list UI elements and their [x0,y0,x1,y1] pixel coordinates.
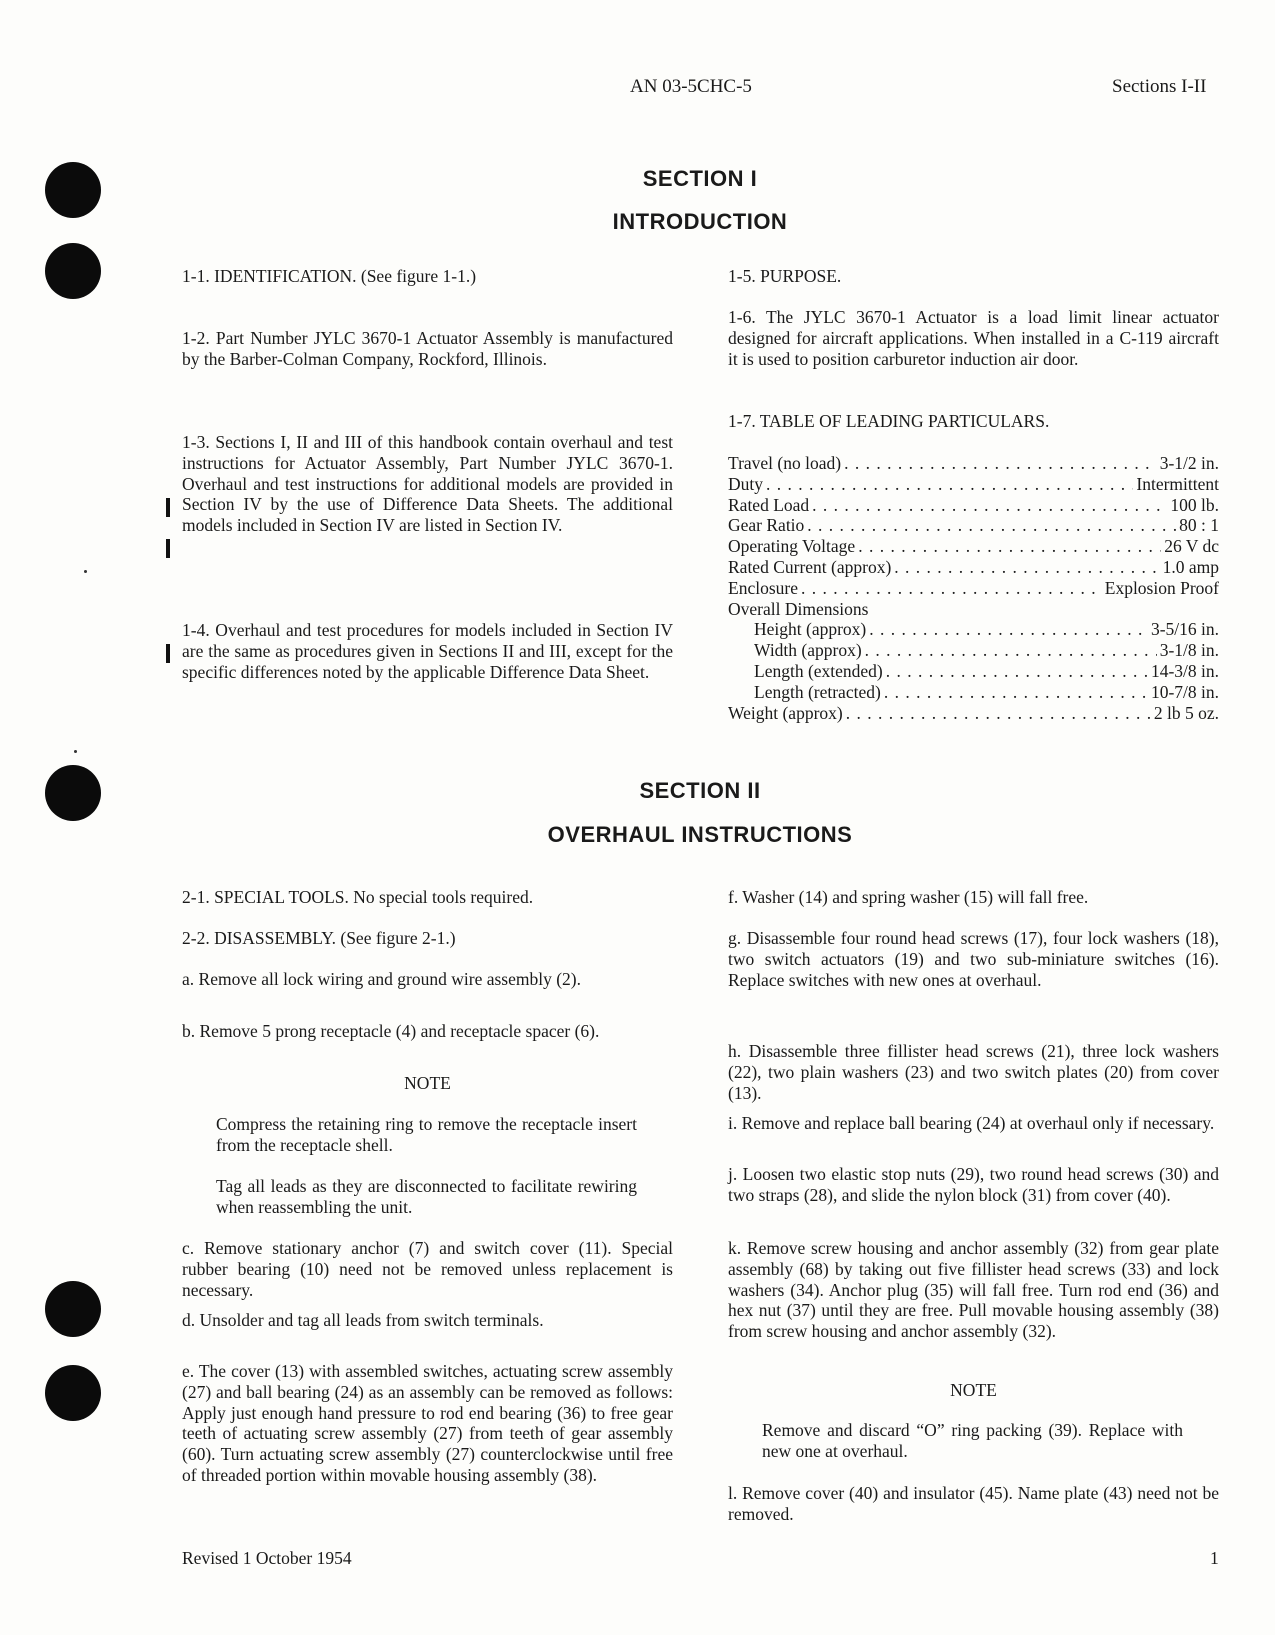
step-f: f. Washer (14) and spring washer (15) will fall free. [728,887,1089,907]
para-1-3: 1-3. Sections I, II and III of this handbook contain overhaul and test instructions for Actuator Assembly, Part Number JYLC 3670-1. Overhaul and test instructions for additional models are provided in Section IV by the use of Difference Data Sheets. The additional models included in Section IV are listed in Section IV. [182,432,673,536]
step-c: c. Remove stationary anchor (7) and switch cover (11). Special rubber bearing (10) need not be removed unless replacement is necessary. [182,1238,673,1300]
section-1-subtitle: INTRODUCTION [612,209,788,234]
table-row: Rated Load . . . 100 lb. [728,495,1219,516]
change-bar [166,644,170,663]
table-row: Duty . . . Intermittent [728,474,1219,495]
binder-hole-2 [45,243,101,299]
para-2-2: 2-2. DISASSEMBLY. (See figure 2-1.) [182,928,456,948]
para-1-2: 1-2. Part Number JYLC 3670-1 Actuator Assembly is manufactured by the Barber-Colman Company, Rockford, Illinois. [182,328,673,369]
table-row: Rated Current (approx) . . . 1.0 amp [728,557,1219,578]
doc-number: AN 03-5CHC-5 [630,76,752,97]
table-row: Enclosure . . . Explosion Proof [728,578,1219,599]
binder-hole-5 [45,1365,101,1421]
step-k: k. Remove screw housing and anchor assembly (32) from gear plate assembly (68) by taking out five fillister head screws (33) and lock washers (34). Anchor plug (35) will fall free. Turn rod end (36) and hex nut (37) until they are free. Pull movable housing assembly (38) from screw housing and anchor assembly (32). [728,1238,1219,1342]
note-label: NOTE [404,1073,451,1093]
para-2-1: 2-1. SPECIAL TOOLS. No special tools required. [182,887,534,907]
note-text: Tag all leads as they are disconnected to facilitate rewiring when reassembling the unit. [216,1176,637,1217]
section-range: Sections I-II [1112,76,1207,97]
step-g: g. Disassemble four round head screws (17), four lock washers (18), two switch actuators (19) and two sub-miniature switches (16). Replace switches with new ones at overhaul. [728,928,1219,990]
page-number: 1 [1210,1548,1219,1568]
step-d: d. Unsolder and tag all leads from switch terminals. [182,1310,544,1330]
step-e: e. The cover (13) with assembled switches, actuating screw assembly (27) and ball bearing (24) as an assembly can be removed as follows: Apply just enough hand pressure to rod end bearing (36) to free gear teeth of actuating screw assembly (27) from teeth of gear assembly (60). Turn actuating screw assembly (27) counterclockwise until free of threaded portion within movable housing assembly (38). [182,1361,673,1485]
note-text: Compress the retaining ring to remove the receptacle insert from the receptacle shell. [216,1114,637,1155]
step-l: l. Remove cover (40) and insulator (45). Name plate (43) need not be removed. [728,1483,1219,1524]
para-1-6: 1-6. The JYLC 3670-1 Actuator is a load limit linear actuator designed for aircraft applications. When installed in a C-119 aircraft it is used to position carburetor induction air door. [728,307,1219,369]
section-1-title: SECTION I [642,166,758,191]
step-b: b. Remove 5 prong receptacle (4) and receptacle spacer (6). [182,1021,600,1041]
table-row: Width (approx) . . . 3-1/8 in. [728,640,1219,661]
table-row: Gear Ratio . . . 80 : 1 [728,515,1219,536]
para-1-7: 1-7. TABLE OF LEADING PARTICULARS. [728,411,1050,431]
step-h: h. Disassemble three fillister head screws (21), three lock washers (22), two plain washers (23) and two switch plates (20) from cover (13). [728,1041,1219,1103]
para-1-5: 1-5. PURPOSE. [728,266,842,286]
section-2-title: SECTION II [639,778,761,803]
table-row: Length (retracted) . . . 10-7/8 in. [728,682,1219,703]
note-text: Remove and discard “O” ring packing (39). Replace with new one at overhaul. [762,1420,1183,1461]
para-1-1: 1-1. IDENTIFICATION. (See figure 1-1.) [182,266,477,286]
para-1-4: 1-4. Overhaul and test procedures for models included in Section IV are the same as procedures given in Sections II and III, except for the specific differences noted by the applicable Difference Data Sheet. [182,620,673,682]
change-bar [166,539,170,558]
section-2-subtitle: OVERHAUL INSTRUCTIONS [547,822,853,847]
table-row: Height (approx) . . . 3-5/16 in. [728,619,1219,640]
table-row: Weight (approx) . . . 2 lb 5 oz. [728,703,1219,724]
step-a: a. Remove all lock wiring and ground wire assembly (2). [182,969,581,989]
binder-hole-4 [45,1281,101,1337]
note-label: NOTE [950,1380,997,1400]
change-bar [166,498,170,517]
table-row: Travel (no load) . . . 3-1/2 in. [728,453,1219,474]
table-row: Operating Voltage . . . 26 V dc [728,536,1219,557]
table-row: Overall Dimensions [728,598,869,619]
speck [74,750,77,753]
step-i: i. Remove and replace ball bearing (24) at overhaul only if necessary. [728,1113,1215,1133]
leading-particulars-table [728,453,1219,723]
revision-date: Revised 1 October 1954 [182,1548,352,1568]
step-j: j. Loosen two elastic stop nuts (29), two round head screws (30) and two straps (28), and slide the nylon block (31) from cover (40). [728,1164,1219,1205]
speck [84,570,87,573]
table-row: Length (extended) . . . 14-3/8 in. [728,661,1219,682]
